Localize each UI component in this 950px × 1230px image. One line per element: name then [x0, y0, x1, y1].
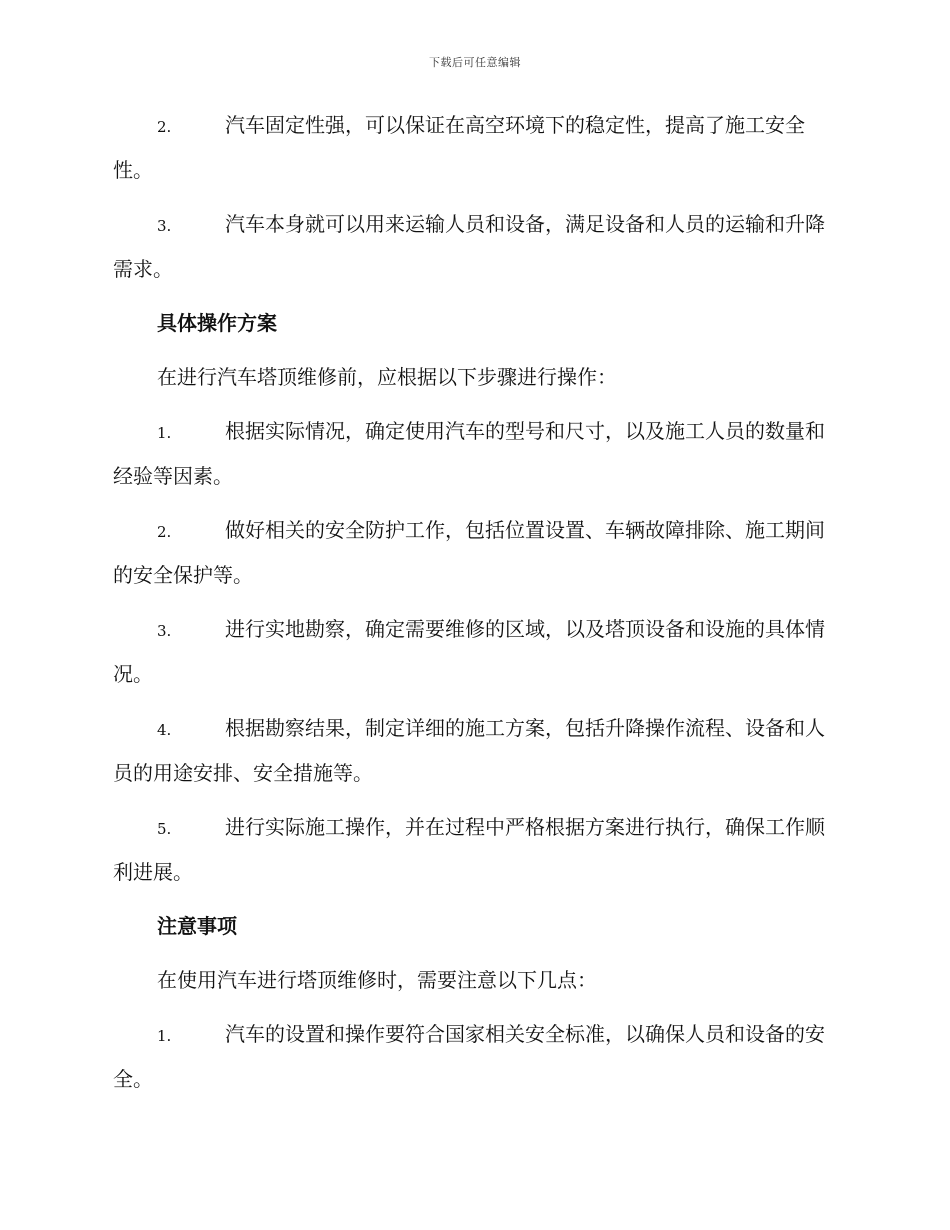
list-text: 进行实际施工操作，并在过程中严格根据方案进行执行，确保工作顺利进展。 [113, 815, 825, 884]
list-text: 汽车本身就可以用来运输人员和设备，满足设备和人员的运输和升降需求。 [113, 212, 825, 281]
list-number: 3. [157, 622, 172, 640]
list-number: 4. [157, 721, 172, 739]
list-number: 2. [157, 523, 172, 541]
list-number: 1. [157, 424, 172, 442]
list-number: 1. [157, 1027, 172, 1045]
list-item [113, 1013, 833, 1101]
list-item [113, 608, 833, 696]
list-item [113, 806, 833, 894]
paragraph: 在进行汽车塔顶维修前，应根据以下步骤进行操作： [157, 365, 617, 389]
list-item [113, 104, 833, 192]
list-number: 2. [157, 118, 172, 136]
list-item [113, 707, 833, 795]
list-text: 汽车的设置和操作要符合国家相关安全标准，以确保人员和设备的安全。 [113, 1022, 825, 1091]
list-text: 做好相关的安全防护工作，包括位置设置、车辆故障排除、施工期间的安全保护等。 [113, 518, 825, 587]
section-heading: 具体操作方案 [157, 311, 277, 335]
list-text: 根据实际情况，确定使用汽车的型号和尺寸，以及施工人员的数量和经验等因素。 [113, 419, 825, 488]
list-number: 5. [157, 820, 172, 838]
paragraph: 在使用汽车进行塔顶维修时，需要注意以下几点： [157, 968, 597, 992]
list-item [113, 203, 833, 291]
document-body [113, 104, 833, 1112]
section-heading: 注意事项 [157, 914, 237, 938]
list-text: 进行实地勘察，确定需要维修的区域，以及塔顶设备和设施的具体情况。 [113, 617, 825, 686]
list-text: 根据勘察结果，制定详细的施工方案，包括升降操作流程、设备和人员的用途安排、安全措施等。 [113, 716, 825, 785]
page-header: 下载后可任意编辑 [429, 56, 521, 69]
list-item [113, 509, 833, 597]
list-text: 汽车固定性强，可以保证在高空环境下的稳定性，提高了施工安全性。 [113, 113, 805, 182]
list-item [113, 410, 833, 498]
list-number: 3. [157, 217, 172, 235]
